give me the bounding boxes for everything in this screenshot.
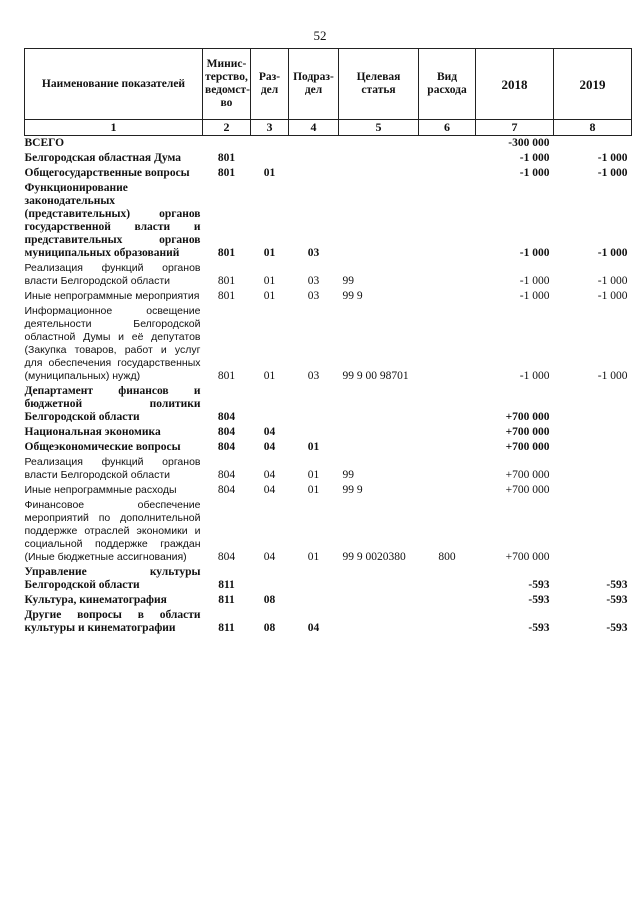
- row-name: ВСЕГО: [24, 137, 65, 149]
- table-row: [25, 166, 632, 181]
- row-ministry: 804: [217, 551, 236, 563]
- row-2019: -593: [606, 622, 628, 634]
- table-row: [25, 593, 632, 608]
- header-target: Целевая статья: [339, 49, 419, 120]
- row-subsection: [289, 593, 339, 608]
- row-target: [339, 608, 419, 636]
- header-expense-type: Вид расхода: [419, 49, 476, 120]
- row-name: Иные непрограммные мероприятия: [24, 290, 200, 302]
- row-2018: +700 000: [505, 441, 550, 453]
- row-2019: -1 000: [597, 152, 628, 164]
- row-ministry: 801: [217, 167, 236, 179]
- row-target: [339, 166, 419, 181]
- row-expense-type: [419, 166, 476, 181]
- row-expense-type: [419, 304, 476, 384]
- row-target: [339, 136, 419, 152]
- row-expense-type: [419, 483, 476, 498]
- column-number: 2: [203, 120, 251, 136]
- table-row: [25, 151, 632, 166]
- header-subsection: Подраз-дел: [289, 49, 339, 120]
- row-2019: [554, 425, 632, 440]
- row-name: Культура, кинематография: [24, 594, 167, 606]
- row-section: 08: [263, 622, 276, 634]
- row-2019: -1 000: [597, 247, 628, 259]
- row-name: Функционирование законодательных (представительных) органов государственной власти и представительных органов муниципальных образований: [24, 182, 201, 259]
- row-name: Общеэкономические вопросы: [24, 441, 181, 453]
- row-2019: [554, 498, 632, 565]
- table-row: [25, 565, 632, 593]
- row-section: 01: [263, 370, 276, 382]
- row-expense-type: [419, 261, 476, 289]
- row-subsection: 01: [307, 484, 320, 496]
- row-ministry: 811: [218, 579, 235, 591]
- row-expense-type: 800: [438, 551, 456, 563]
- column-number-row: [25, 120, 632, 136]
- row-section: 01: [263, 290, 276, 302]
- row-2019: [554, 455, 632, 483]
- row-name: Финансовое обеспечение мероприятий по дополнительной поддержке отраслей экономики и социальной поддержке граждан (Иные бюджетные ассигнования): [24, 499, 201, 563]
- column-number: 3: [251, 120, 289, 136]
- row-2018: +700 000: [505, 411, 550, 423]
- row-ministry: 804: [217, 469, 236, 481]
- row-ministry: 801: [217, 370, 236, 382]
- table-row: [25, 384, 632, 425]
- row-subsection: 04: [307, 622, 320, 634]
- row-target: 99 9: [342, 290, 363, 302]
- row-section: 04: [263, 469, 276, 481]
- row-subsection: 03: [307, 247, 320, 259]
- row-target: [339, 440, 419, 455]
- row-ministry: 801: [217, 275, 236, 287]
- table-row: [25, 425, 632, 440]
- row-subsection: [289, 565, 339, 593]
- row-expense-type: [419, 455, 476, 483]
- row-name: Общегосударственные вопросы: [24, 167, 190, 179]
- row-2018: +700 000: [505, 469, 550, 481]
- row-ministry: 804: [217, 484, 236, 496]
- row-target: 99 9 0020380: [342, 551, 406, 563]
- row-target: [339, 181, 419, 261]
- row-expense-type: [419, 181, 476, 261]
- row-target: [339, 593, 419, 608]
- row-name: Национальная экономика: [24, 426, 161, 438]
- row-target: 99: [342, 469, 354, 481]
- table-row: [25, 440, 632, 455]
- row-ministry: 811: [218, 594, 235, 606]
- row-expense-type: [419, 289, 476, 304]
- row-target: [339, 565, 419, 593]
- row-2018: +700 000: [505, 426, 550, 438]
- row-2019: -1 000: [597, 290, 628, 302]
- row-2018: -1 000: [519, 275, 550, 287]
- row-2019: [554, 136, 632, 152]
- table-row: [25, 261, 632, 289]
- row-ministry: 801: [217, 247, 236, 259]
- row-2019: -1 000: [597, 370, 628, 382]
- page-number: 52: [313, 28, 327, 43]
- column-number: 1: [25, 120, 203, 136]
- row-subsection: [289, 151, 339, 166]
- row-section: [251, 565, 289, 593]
- row-subsection: 03: [307, 370, 320, 382]
- row-2019: [554, 440, 632, 455]
- row-subsection: [289, 166, 339, 181]
- row-expense-type: [419, 608, 476, 636]
- row-2018: -593: [528, 579, 550, 591]
- row-name: Реализация функций органов власти Белгородской области: [24, 456, 201, 481]
- row-2019: -593: [606, 594, 628, 606]
- row-target: [339, 425, 419, 440]
- row-expense-type: [419, 440, 476, 455]
- row-2019: [554, 384, 632, 425]
- row-section: 01: [263, 275, 276, 287]
- row-2018: -1 000: [519, 167, 550, 179]
- row-2018: -1 000: [519, 247, 550, 259]
- row-name: Иные непрограммные расходы: [24, 484, 177, 496]
- header-ministry: Минис-терство, ведомст-во: [203, 49, 251, 120]
- header-section: Раз-дел: [251, 49, 289, 120]
- row-ministry: 804: [217, 441, 236, 453]
- budget-table: [24, 48, 632, 636]
- row-2018: -593: [528, 622, 550, 634]
- row-section: 08: [263, 594, 276, 606]
- row-expense-type: [419, 136, 476, 152]
- row-section: 04: [263, 426, 276, 438]
- row-2018: +700 000: [505, 551, 550, 563]
- table-row: [25, 608, 632, 636]
- row-2018: -1 000: [519, 290, 550, 302]
- table-row: [25, 498, 632, 565]
- header-name: Наименование показателей: [25, 49, 203, 120]
- header-2019: 2019: [554, 49, 632, 120]
- row-subsection: 01: [307, 551, 320, 563]
- row-name: Информационное освещение деятельности Белгородской областной Думы и её депутатов (Закупка товаров, работ и услуг для обеспечения государственных (муниципальных) нужд): [24, 305, 201, 382]
- row-2019: [554, 483, 632, 498]
- table-row: [25, 181, 632, 261]
- row-2018: -1 000: [519, 370, 550, 382]
- row-2019: -1 000: [597, 167, 628, 179]
- row-ministry: 801: [217, 152, 236, 164]
- table-row: [25, 136, 632, 152]
- row-target: 99 9 00 98701: [342, 370, 409, 382]
- row-name: Белгородская областная Дума: [24, 152, 182, 164]
- row-2019: -1 000: [597, 275, 628, 287]
- row-section: [251, 384, 289, 425]
- row-name: Управление культуры Белгородской области: [24, 566, 201, 591]
- row-expense-type: [419, 425, 476, 440]
- table-row: [25, 455, 632, 483]
- row-name: Другие вопросы в области культуры и кинематографии: [24, 609, 201, 634]
- row-expense-type: [419, 565, 476, 593]
- row-name: Департамент финансов и бюджетной политики Белгородской области: [24, 385, 201, 423]
- row-2018: -300 000: [508, 137, 550, 149]
- row-2019: -593: [606, 579, 628, 591]
- row-subsection: [289, 425, 339, 440]
- row-expense-type: [419, 384, 476, 425]
- row-ministry: 811: [218, 622, 235, 634]
- header-row: [25, 49, 632, 120]
- row-2018: -593: [528, 594, 550, 606]
- header-2018: 2018: [476, 49, 554, 120]
- row-subsection: [289, 136, 339, 152]
- column-number: 5: [339, 120, 419, 136]
- row-subsection: [289, 384, 339, 425]
- row-target: 99 9: [342, 484, 363, 496]
- row-ministry: 804: [217, 411, 236, 423]
- row-subsection: 01: [307, 469, 320, 481]
- row-subsection: 03: [307, 275, 320, 287]
- column-number: 4: [289, 120, 339, 136]
- row-ministry: 804: [217, 426, 236, 438]
- row-section: [251, 151, 289, 166]
- row-name: Реализация функций органов власти Белгородской области: [24, 262, 201, 287]
- row-section: 04: [263, 441, 276, 453]
- table-row: [25, 304, 632, 384]
- column-number: 8: [554, 120, 632, 136]
- row-target: [339, 151, 419, 166]
- column-number: 7: [476, 120, 554, 136]
- row-subsection: 01: [307, 441, 320, 453]
- row-expense-type: [419, 151, 476, 166]
- table-row: [25, 483, 632, 498]
- row-ministry: 801: [217, 290, 236, 302]
- row-target: 99: [342, 275, 354, 287]
- row-section: [251, 136, 289, 152]
- row-section: 01: [263, 247, 276, 259]
- row-target: [339, 384, 419, 425]
- row-2018: -1 000: [519, 152, 550, 164]
- row-subsection: 03: [307, 290, 320, 302]
- row-expense-type: [419, 593, 476, 608]
- row-ministry: [203, 136, 251, 152]
- column-number: 6: [419, 120, 476, 136]
- row-section: 04: [263, 484, 276, 496]
- row-2018: +700 000: [505, 484, 550, 496]
- row-section: 04: [263, 551, 276, 563]
- table-row: [25, 289, 632, 304]
- row-section: 01: [263, 167, 276, 179]
